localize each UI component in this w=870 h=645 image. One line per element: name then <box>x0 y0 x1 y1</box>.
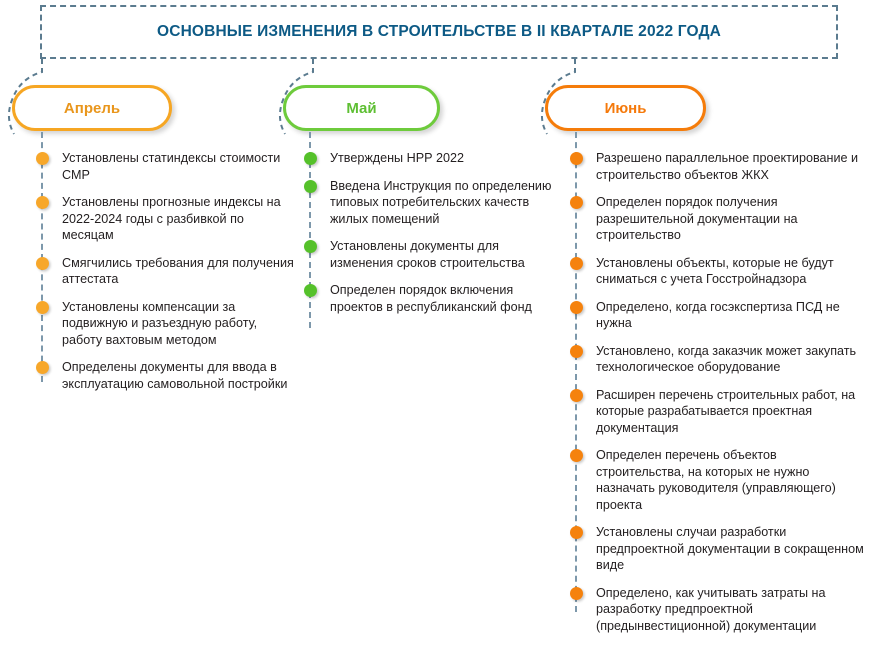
list-item <box>36 150 298 183</box>
list-item-text: Определен порядок включения проектов в республиканский фонд <box>330 283 532 314</box>
bullet-dot-icon <box>570 345 583 358</box>
bullet-dot-icon <box>304 180 317 193</box>
bullet-dot-icon <box>304 240 317 253</box>
list-item <box>570 150 866 183</box>
list-item <box>570 524 866 574</box>
column-may <box>304 150 562 326</box>
list-item <box>36 299 298 349</box>
list-item-text: Установлены компенсации за подвижную и разъездную работу, работу вахтовым методом <box>62 299 258 347</box>
bullet-dot-icon <box>570 389 583 402</box>
list-item <box>570 387 866 437</box>
list-item-text: Установлены документы для изменения сроков строительства <box>330 239 525 270</box>
bullet-dot-icon <box>570 301 583 314</box>
bullet-dot-icon <box>570 152 583 165</box>
list-item-text: Определено, как учитывать затраты на разработку предпроектной (предынвестиционной) документации <box>596 585 826 633</box>
bullet-dot-icon <box>36 301 49 314</box>
list-item-text: Смягчились требования для получения аттестата <box>62 255 294 286</box>
bullet-dot-icon <box>36 361 49 374</box>
list-item-text: Введена Инструкция по определению типовых потребительских качеств жилых помещений <box>330 178 552 226</box>
list-item <box>36 359 298 392</box>
list-item <box>570 299 866 332</box>
list-item <box>304 178 562 228</box>
list-item <box>304 238 562 271</box>
list-item-text: Установлены объекты, которые не будут сниматься с учета Госстройнадзора <box>596 255 834 286</box>
month-label-may: Май <box>346 99 377 117</box>
month-pill-june[interactable] <box>545 85 706 131</box>
list-item <box>570 447 866 513</box>
list-item <box>304 150 562 167</box>
list-item <box>570 255 866 288</box>
bullet-dot-icon <box>36 152 49 165</box>
bullet-dot-icon <box>570 526 583 539</box>
bullet-dot-icon <box>570 587 583 600</box>
bullet-dot-icon <box>570 196 583 209</box>
list-item-text: Утверждены НРР 2022 <box>330 151 465 165</box>
list-item-text: Расширен перечень строительных работ, на которые разрабатывается проектная документация <box>596 387 856 435</box>
bullet-dot-icon <box>570 257 583 270</box>
list-item-text: Установлены прогнозные индексы на 2022-2024 годы с разбивкой по месяцам <box>62 195 281 242</box>
month-pill-may[interactable] <box>283 85 440 131</box>
list-item-text: Определены документы для ввода в эксплуатацию самовольной постройки <box>62 360 288 391</box>
list-item <box>570 194 866 244</box>
list-item-text: Установлено, когда заказчик может закупать технологическое оборудование <box>596 343 857 374</box>
column-april <box>36 150 298 403</box>
list-item <box>36 194 298 244</box>
bullet-dot-icon <box>570 449 583 462</box>
list-item <box>36 255 298 288</box>
bullet-dot-icon <box>36 196 49 209</box>
list-item-text: Определен порядок получения разрешительной документации на строительство <box>596 195 798 242</box>
month-pill-april[interactable] <box>12 85 172 131</box>
list-item-text: Установлены статиндексы стоимости СМР <box>62 151 281 182</box>
list-item-text: Разрешено параллельное проектирование и строительство объектов ЖКХ <box>596 151 859 182</box>
list-item-text: Определено, когда госэкспертиза ПСД не нужна <box>596 299 840 330</box>
column-june <box>570 150 866 645</box>
month-label-april: Апрель <box>63 99 121 117</box>
bullet-dot-icon <box>36 257 49 270</box>
list-item-text: Определен перечень объектов строительства, на которых не нужно назначать руководителя (управляющего) проекта <box>596 448 836 512</box>
bullet-dot-icon <box>304 284 317 297</box>
page-title: ОСНОВНЫЕ ИЗМЕНЕНИЯ В СТРОИТЕЛЬСТВЕ В II КВАРТАЛЕ 2022 ГОДА <box>157 23 721 40</box>
list-item-text: Установлены случаи разработки предпроектной документации в сокращенном виде <box>596 525 864 572</box>
list-item <box>304 282 562 315</box>
list-item <box>570 343 866 376</box>
list-item <box>570 585 866 635</box>
bullet-dot-icon <box>304 152 317 165</box>
month-label-june: Июнь <box>604 99 647 117</box>
